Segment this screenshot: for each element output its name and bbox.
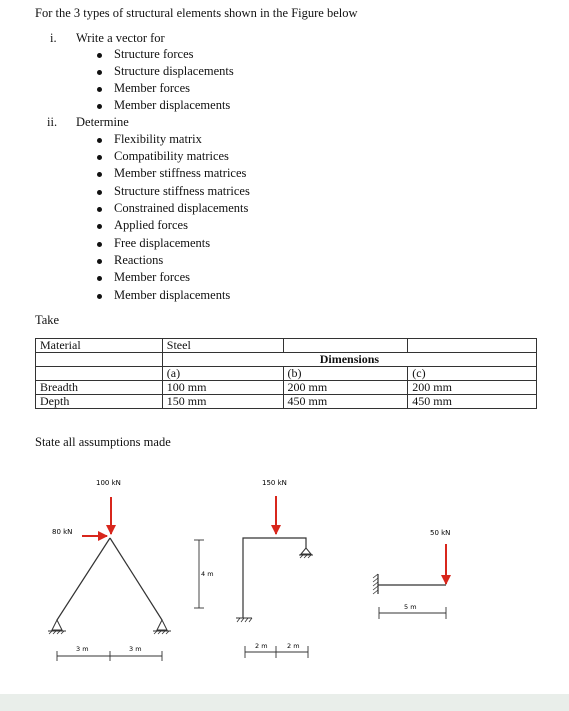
wall-hatch [373, 574, 378, 594]
load-label-50kn: 50 kN [430, 529, 451, 537]
depth-b: 450 mm [283, 395, 408, 409]
list-item: Structure stiffness matrices [114, 184, 250, 198]
breadth-a: 100 mm [162, 381, 283, 395]
fixed-support-icon [236, 618, 252, 622]
bullet-dot [97, 70, 102, 75]
table-cell [36, 367, 163, 381]
load-label-150kn: 150 kN [262, 479, 287, 487]
col-b-header: (b) [283, 367, 408, 381]
col-c-header: (c) [408, 367, 537, 381]
bullet-dot [97, 172, 102, 177]
table-row [36, 367, 537, 381]
dim-label-4m: 4 m [201, 570, 214, 578]
table-cell [283, 339, 408, 353]
dim-label-5m: 5 m [404, 603, 417, 611]
list-item: Structure forces [114, 47, 194, 61]
part-i-heading: Write a vector for [76, 31, 165, 45]
list-item: Structure displacements [114, 64, 234, 78]
bullet-dot [97, 87, 102, 92]
part-i-numeral: i. [50, 31, 57, 45]
table-row [36, 395, 537, 409]
dim-label-3m: 3 m [76, 645, 89, 653]
list-item: Reactions [114, 253, 164, 267]
member-right [110, 538, 162, 620]
breadth-label: Breadth [36, 381, 163, 395]
part-ii-heading: Determine [76, 115, 129, 129]
structure-b [194, 479, 313, 658]
pin-support-icon [153, 620, 171, 634]
structure-c [373, 529, 450, 619]
dimensions-header: Dimensions [162, 353, 536, 367]
bullet-dot [97, 104, 102, 109]
breadth-b: 200 mm [283, 381, 408, 395]
bullet-dot [97, 155, 102, 160]
list-item: Member displacements [114, 98, 231, 112]
table-cell [408, 339, 537, 353]
table-row [36, 381, 537, 395]
load-label-100kn: 100 kN [96, 479, 121, 487]
list-item: Member forces [114, 270, 191, 284]
depth-c: 450 mm [408, 395, 537, 409]
list-item: Flexibility matrix [114, 132, 202, 146]
bullet-dot [97, 276, 102, 281]
bullet-dot [97, 224, 102, 229]
list-item: Constrained displacements [114, 201, 249, 215]
bullet-dot [97, 53, 102, 58]
list-item: Member forces [114, 81, 191, 95]
part-ii-numeral: ii. [47, 115, 58, 129]
table-row [36, 339, 537, 353]
assumptions-text: State all assumptions made [35, 435, 171, 449]
list-item: Compatibility matrices [114, 149, 229, 163]
table-cell [36, 353, 163, 367]
dim-label-2m: 2 m [287, 642, 300, 650]
list-item: Applied forces [114, 218, 188, 232]
structure-a [48, 479, 171, 661]
bullet-dot [97, 190, 102, 195]
frame-member [243, 538, 306, 618]
col-a-header: (a) [162, 367, 283, 381]
bullet-dot [97, 242, 102, 247]
depth-label: Depth [36, 395, 163, 409]
intro-text: For the 3 types of structural elements shown in the Figure below [35, 6, 358, 20]
material-label: Material [36, 339, 163, 353]
pin-support-icon [48, 620, 66, 634]
bullet-dot [97, 207, 102, 212]
list-item: Member stiffness matrices [114, 166, 247, 180]
take-label: Take [35, 313, 60, 327]
bullet-dot [97, 138, 102, 143]
list-item: Member displacements [114, 288, 231, 302]
dim-label-2m: 2 m [255, 642, 268, 650]
structures-figure [0, 470, 569, 670]
pin-support-icon [299, 548, 313, 558]
material-value: Steel [162, 339, 283, 353]
breadth-c: 200 mm [408, 381, 537, 395]
footer-band [0, 694, 569, 711]
bullet-dot [97, 294, 102, 299]
dimensions-table [35, 338, 537, 409]
table-row [36, 353, 537, 367]
depth-a: 150 mm [162, 395, 283, 409]
dim-label-3m: 3 m [129, 645, 142, 653]
load-label-80kn: 80 kN [52, 528, 73, 536]
dimension-line [57, 651, 162, 661]
list-item: Free displacements [114, 236, 211, 250]
bullet-dot [97, 259, 102, 264]
member-left [57, 538, 110, 620]
